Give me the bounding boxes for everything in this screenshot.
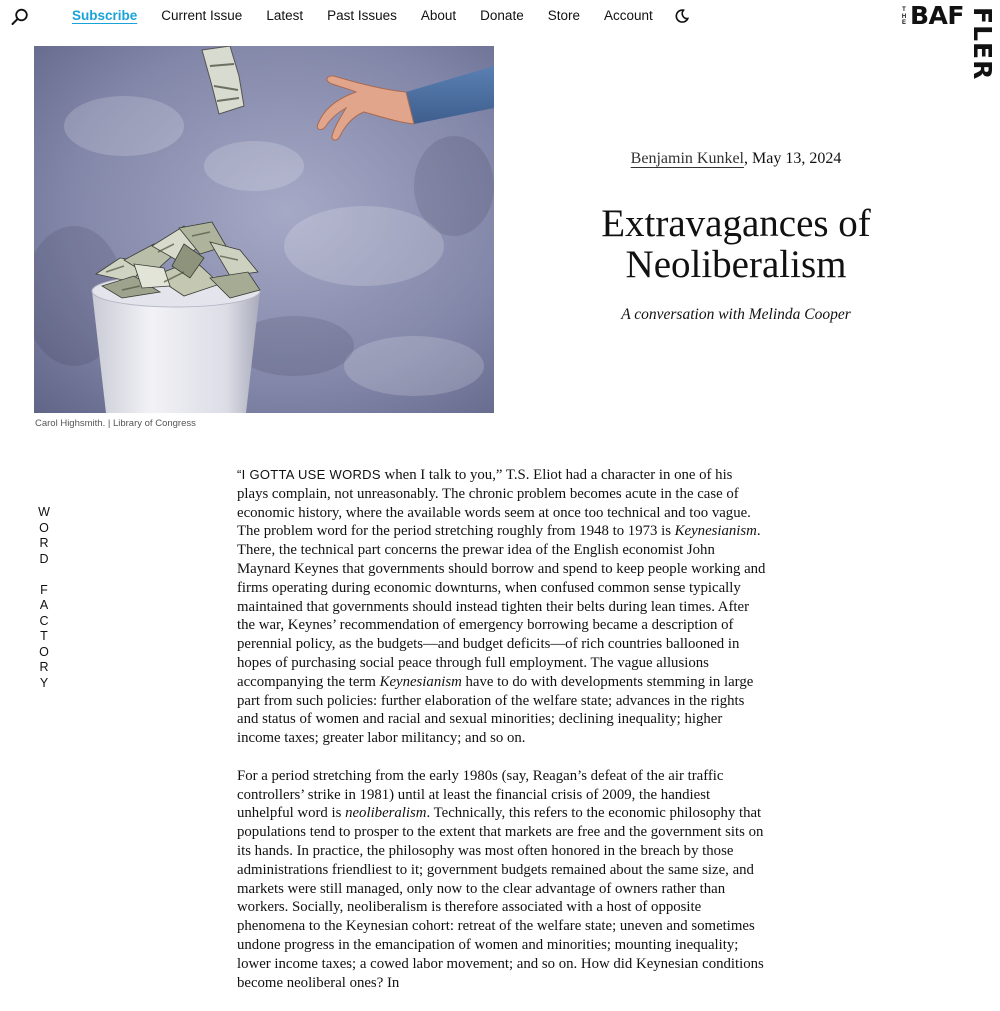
text-run: have to do with developments stemming in large part from such policies: further elaboration of the welfare state; advances in the rights and status of women and racial and sexual minorities; declining inequality; higher income taxes; greater labor militancy; and so on. [237,673,754,747]
article-subtitle: A conversation with Melinda Cooper [621,306,851,323]
byline [520,150,952,168]
article-body [237,466,767,1011]
section-letter: F [40,582,48,597]
nav-donate-link[interactable]: Donate [480,8,524,23]
emphasis: Keynesianism [674,523,757,540]
image-caption: Carol Highsmith. | Library of Congress [35,418,196,429]
text-run: . Technically, this refers to the economic philosophy that populations tend to prosper to the extent that markets are free and the government sits on its hands. In practice, the philosophy was most often honored in the breach by those administrations friendliest to it; government budgets remained about the same size, and markets were still managed, only now to the clear advantage of owners rather than workers. Socially, neoliberalism is therefore associated with a host of opposite phenomena to the Keynesian cohort: retreat of the welfare state; uneven and sometimes undone progress in the emancipation of women and minorities; mounting inequality; lower income taxes; a cowed labor movement; and so on. How did Keynesian conditions become neoliberal ones? In [237,805,764,991]
nav-subscribe-link[interactable]: Subscribe [72,8,138,23]
section-letter: T [40,629,48,643]
emphasis: Keynesianism [379,673,462,690]
top-navigation [0,0,1000,34]
paragraph-1 [237,466,767,748]
paragraph-2 [237,767,767,993]
logo-baf: BAF [910,1,964,30]
section-label-word-factory[interactable] [38,505,50,691]
nav-current-issue-link[interactable]: Current Issue [161,8,243,23]
logo-the-text: THE [901,7,907,26]
section-letter: R [39,536,49,550]
section-letter: D [39,551,49,566]
section-letter: A [39,598,49,612]
section-letter: O [39,520,49,535]
nav-store-link[interactable]: Store [547,8,580,23]
hero-image [34,46,494,413]
logo-fler: FLER [968,7,997,81]
text-run: when I talk to you,” T.S. Eliot had a character in one of his plays complain, not unreasonably. The chronic problem becomes acute in the case of economic history, where the available words seem at once too technical and too vague. The problem word for the period stretching roughly from 1948 to 1973 is [237,467,751,540]
publish-date: , May 13, 2024 [743,150,842,167]
logo-the [900,7,908,27]
moon-icon[interactable] [674,8,690,24]
nav-links [72,8,677,23]
section-letter: O [39,644,49,659]
text-run: For a period stretching from the early 1980s (say, Reagan’s defeat of the air traffic controllers’ strike in 1981) until at least the financial crisis of 2009, the handiest unhelpful word is [237,767,724,822]
title-line-2: Neoliberalism [625,243,847,286]
hero-illustration [34,46,494,413]
section-letter: R [39,660,49,674]
section-letter: W [38,505,50,519]
emphasis: neoliberalism [345,805,427,822]
section-letter [38,567,50,583]
nav-about-link[interactable]: About [420,8,457,23]
lead-in: “I GOTTA USE WORDS [237,467,381,482]
nav-latest-link[interactable]: Latest [266,8,304,23]
nav-past-issues-link[interactable]: Past Issues [327,8,397,23]
article-title [520,203,952,285]
author-link[interactable]: Benjamin Kunkel [630,150,744,167]
section-letter: C [39,613,49,628]
search-icon[interactable] [10,7,30,27]
section-letter: Y [39,675,49,690]
nav-account-link[interactable]: Account [604,8,653,23]
baffler-logo[interactable] [900,1,997,90]
title-line-1: Extravagances of [601,202,871,245]
text-run: . There, the technical part concerns the prewar idea of the English economist John Maynard Keynes that governments should borrow and spend to keep people working and firms operating during economic downturns, when confused common sense typically maintained that governments should instead tighten their belts during lean times. After the war, Keynes’ recommendation of emergency borrowing became a description of perennial policy, as the budgets—and budget deficits—of rich countries ballooned in hopes of purchasing social peace through full employment. The vague allusions accompanying the term [237,523,766,690]
